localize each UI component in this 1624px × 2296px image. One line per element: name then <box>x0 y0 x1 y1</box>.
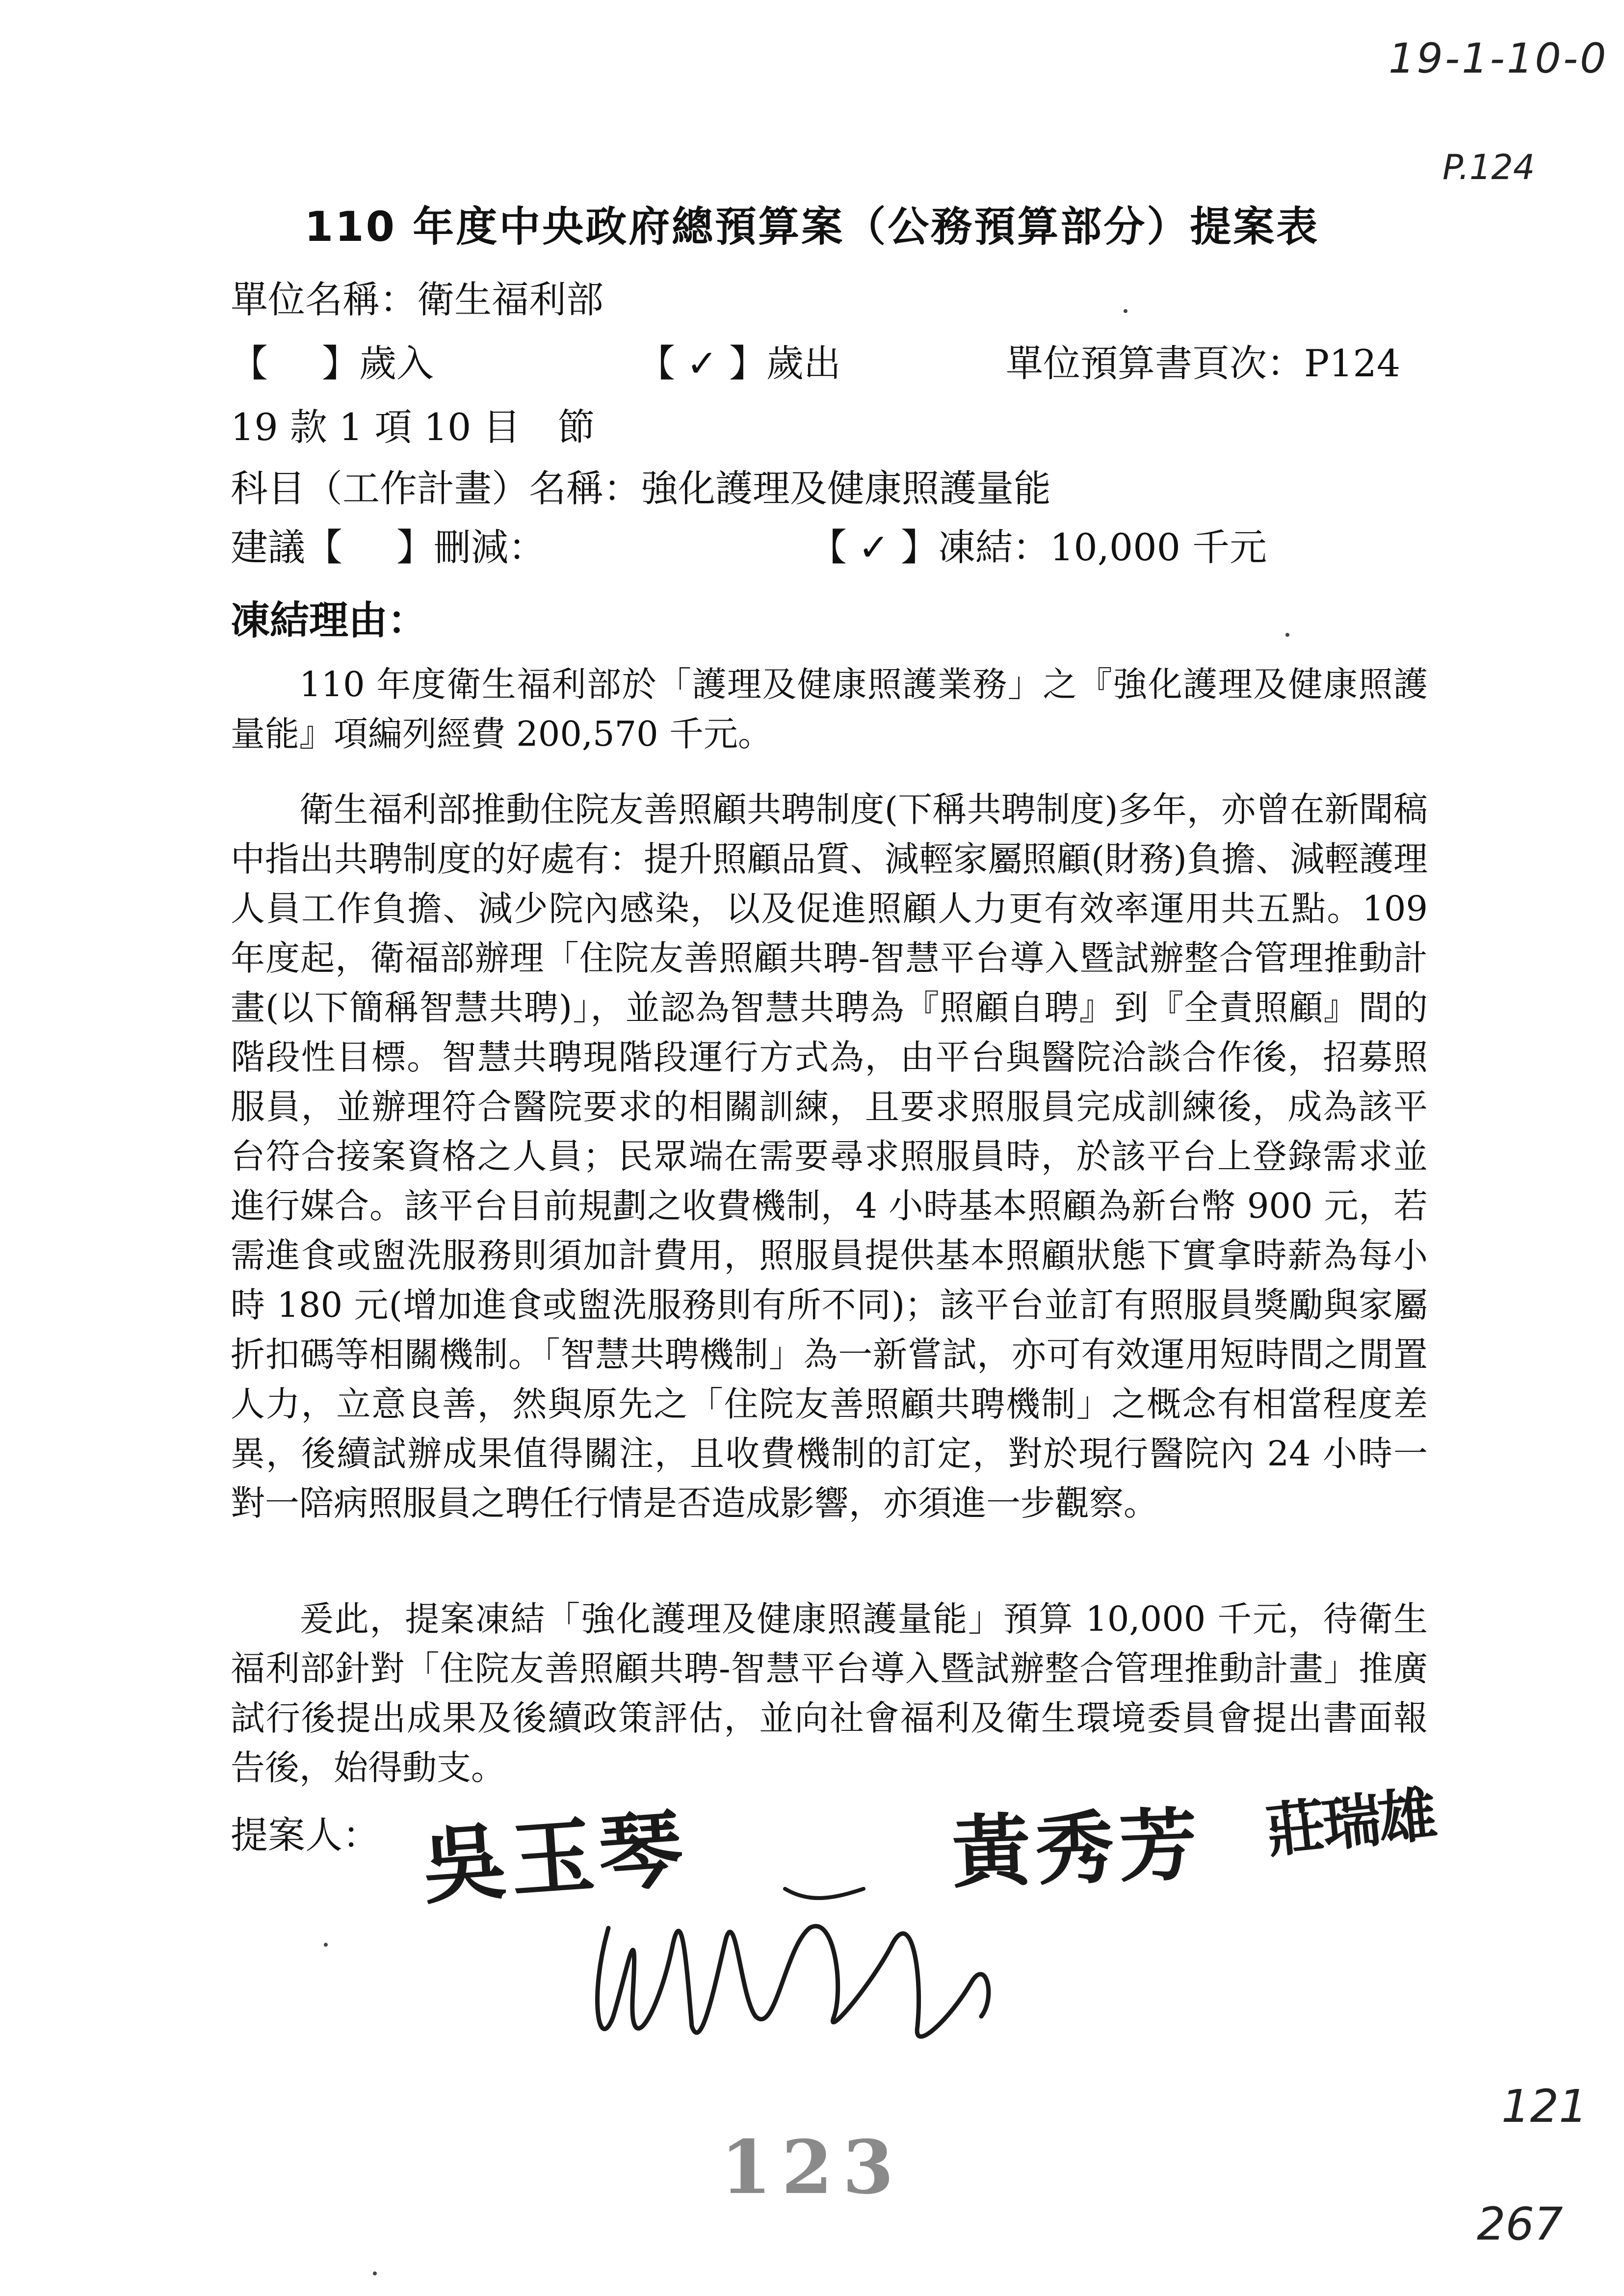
revenue-option: 【 】歲入 <box>231 341 434 385</box>
expenditure-label: 歲出 <box>766 341 841 385</box>
scan-speck <box>324 1943 328 1947</box>
cut-label: 刪減： <box>434 525 546 569</box>
signature: 莊瑞雄 <box>1263 1779 1438 1866</box>
handwritten-code-note: 19-1-10-0 <box>1388 34 1608 82</box>
reason-heading: 凍結理由： <box>231 598 427 643</box>
unit-name: 單位名稱：衛生福利部 <box>231 278 603 321</box>
budget-page-ref: 單位預算書頁次：P124 <box>1006 341 1401 385</box>
revenue-label: 歲入 <box>359 341 434 385</box>
expenditure-checkmark: ✓ <box>686 341 718 385</box>
cut-option: 建議【 】刪減： <box>231 525 546 569</box>
form-title: 110 年度中央政府總預算案（公務預算部分）提案表 <box>304 203 1320 251</box>
reason-paragraph: 衛生福利部推動住院友善照顧共聘制度(下稱共聘制度)多年，亦曾在新聞稿中指出共聘制度的好處有：提升照顧品質、減輕家屬照顧(財務)負擔、減輕護理人員工作負擔、減少院內感染，以及促進照顧人力更有效率運用共五點。109 年度起，衛福部辦理「住院友善照顧共聘-智慧平台導入暨試辦整合管理推動計畫(以下簡稱智慧共聘)」，並認為智慧共聘為『照顧自聘』到『全責照顧』間的階段性目標。智慧共聘現階段運行方式為，由平台與醫院洽談合作後，招募照服員，並辦理符合醫院要求的相關訓練，且要求照服員完成訓練後，成為該平台符合接案資格之人員；民眾端在需要尋求照服員時，於該平台上登錄需求並進行媒合。該平台目前規劃之收費機制，4 小時基本照顧為新台幣 900 元，若需進食或盥洗服務則須加計費用，照服員提供基本照顧狀態下實拿時薪為每小時 180 元(增加進食或盥洗服務則有所不同)；該平台並訂有照服員獎勵與家屬折扣碼等相關機制。「智慧共聘機制」為一新嘗試，亦可有效運用短時間之閒置人力，立意良善，然與原先之「住院友善照顧共聘機制」之概念有相當程度差異，後續試辦成果值得關注，且收費機制的訂定，對於現行醫院內 24 小時一對一陪病照服員之聘任行情是否造成影響，亦須進一步觀察。 <box>231 789 1428 1523</box>
budget-item-line: 19 款 1 項 10 目 節 <box>231 405 595 449</box>
freeze-label: 凍結：10,000 千元 <box>938 525 1267 569</box>
signature: 黃秀芳 <box>950 1798 1204 1899</box>
handwritten-note-121: 121 <box>1501 2080 1588 2133</box>
signature: 吳玉琴 <box>419 1800 691 1916</box>
scan-speck <box>373 2271 377 2275</box>
cursive-signature <box>579 1869 1021 2075</box>
expenditure-option: 【 ✓ 】歲出 <box>638 341 841 385</box>
page-number: 123 <box>720 2124 904 2211</box>
scan-speck <box>1285 633 1289 637</box>
freeze-option: 【 ✓ 】凍結：10,000 千元 <box>810 525 1267 569</box>
suggest-prefix: 建議 <box>231 525 305 569</box>
reason-paragraph: 110 年度衛生福利部於「護理及健康照護業務」之『強化護理及健康照護量能』項編列經費 200,570 千元。 <box>231 664 1428 754</box>
scan-speck <box>1124 309 1127 313</box>
reason-paragraph: 爰此，提案凍結「強化護理及健康照護量能」預算 10,000 千元，待衛生福利部針對「住院友善照顧共聘-智慧平台導入暨試辦整合管理推動計畫」推廣試行後提出成果及後續政策評估，並向社會福利及衛生環境委員會提出書面報告後，始得動支。 <box>231 1599 1428 1788</box>
cursive-stroke <box>785 1889 864 1898</box>
cursive-stroke <box>598 1926 989 2036</box>
handwritten-note-267: 267 <box>1477 2198 1563 2250</box>
subject-name: 科目（工作計畫）名稱：強化護理及健康照護量能 <box>231 467 1051 510</box>
proposer-label: 提案人： <box>231 1813 380 1857</box>
handwritten-page-note: P.124 <box>1442 147 1535 187</box>
freeze-checkmark: ✓ <box>858 525 890 569</box>
